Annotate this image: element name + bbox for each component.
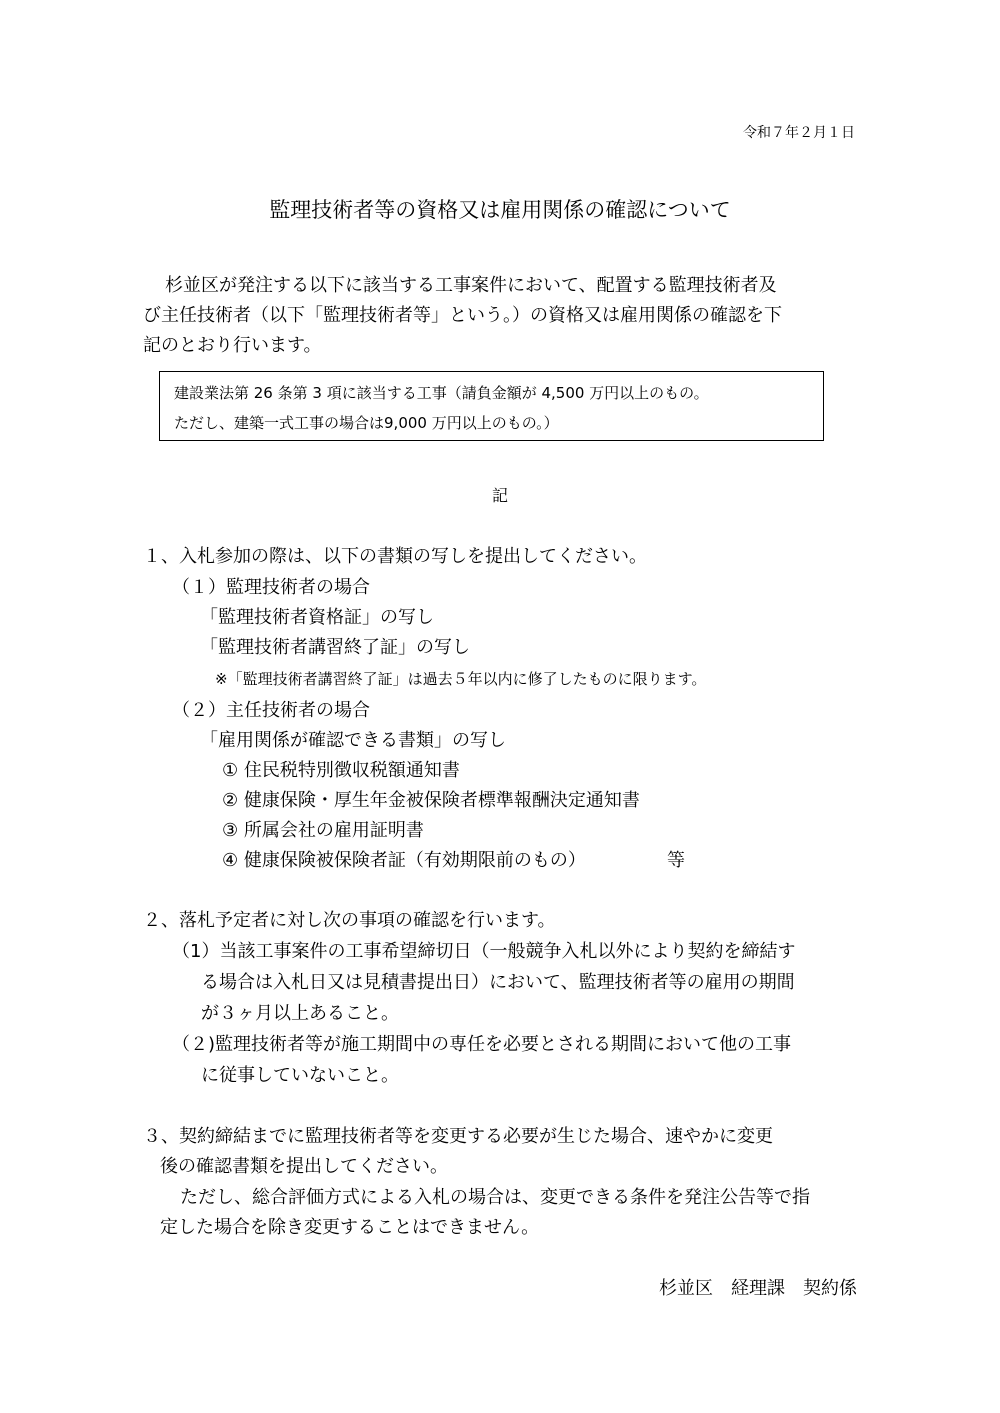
section1-heading: １、入札参加の際は、以下の書類の写しを提出してください。 — [143, 546, 647, 567]
section2-point1-line: （1）当該工事案件の工事希望締切日（一般競争入札以外により契約を締結す — [172, 941, 796, 962]
section2-point2-line: （２)監理技術者等が施工期間中の専任を必要とされる期間において他の工事 — [172, 1034, 792, 1055]
section1-sub1-heading: （１）監理技術者の場合 — [172, 577, 370, 598]
condition-line: 建設業法第 26 条第 3 項に該当する工事（請負金額が 4,500 万円以上のもの。 — [174, 384, 709, 402]
condition-line: ただし、建築一式工事の場合は9,000 万円以上のもの。） — [174, 414, 559, 432]
document-title: 監理技術者等の資格又は雇用関係の確認について — [269, 198, 731, 222]
section3-line: 後の確認書類を提出してください。 — [160, 1156, 448, 1177]
intro-line: 記のとおり行います。 — [143, 335, 322, 356]
document-date: 令和７年２月１日 — [743, 125, 855, 141]
section2-heading: ２、落札予定者に対し次の事項の確認を行います。 — [143, 910, 556, 931]
document-item: ③ 所属会社の雇用証明書 — [222, 820, 424, 841]
section3-line: ３、契約締結までに監理技術者等を変更する必要が生じた場合、速やかに変更 — [143, 1126, 773, 1147]
section2-point1-line: る場合は入札日又は見積書提出日）において、監理技術者等の雇用の期間 — [201, 972, 795, 993]
section3-line: 定した場合を除き変更することはできません。 — [160, 1217, 540, 1238]
document-item-suffix: 等 — [667, 850, 685, 871]
required-document: 「監理技術者講習終了証」の写し — [200, 637, 470, 658]
required-document: 「監理技術者資格証」の写し — [200, 607, 434, 628]
document-item: ① 住民税特別徴収税額通知書 — [222, 760, 460, 781]
ki-heading: 記 — [491, 486, 508, 505]
section2-point2-line: に従事していないこと。 — [201, 1065, 399, 1086]
intro-line: び主任技術者（以下「監理技術者等」という。）の資格又は雇用関係の確認を下 — [143, 305, 782, 326]
document-note: ※「監理技術者講習終了証」は過去５年以内に修了したものに限ります。 — [215, 670, 707, 688]
document-item: ② 健康保険・厚生年金被保険者標準報酬決定通知書 — [222, 790, 640, 811]
document-item: ④ 健康保険被保険者証（有効期限前のもの） — [222, 850, 586, 871]
section1-sub2-heading: （２）主任技術者の場合 — [172, 700, 370, 721]
section3-line: ただし、総合評価方式による入札の場合は、変更できる条件を発注公告等で指 — [180, 1187, 810, 1208]
issuer-signature: 杉並区 経理課 契約係 — [659, 1278, 857, 1299]
intro-line: 杉並区が発注する以下に該当する工事案件において、配置する監理技術者及 — [165, 275, 777, 296]
section2-point1-line: が３ヶ月以上あること。 — [201, 1003, 399, 1024]
required-document: 「雇用関係が確認できる書類」の写し — [200, 730, 506, 751]
